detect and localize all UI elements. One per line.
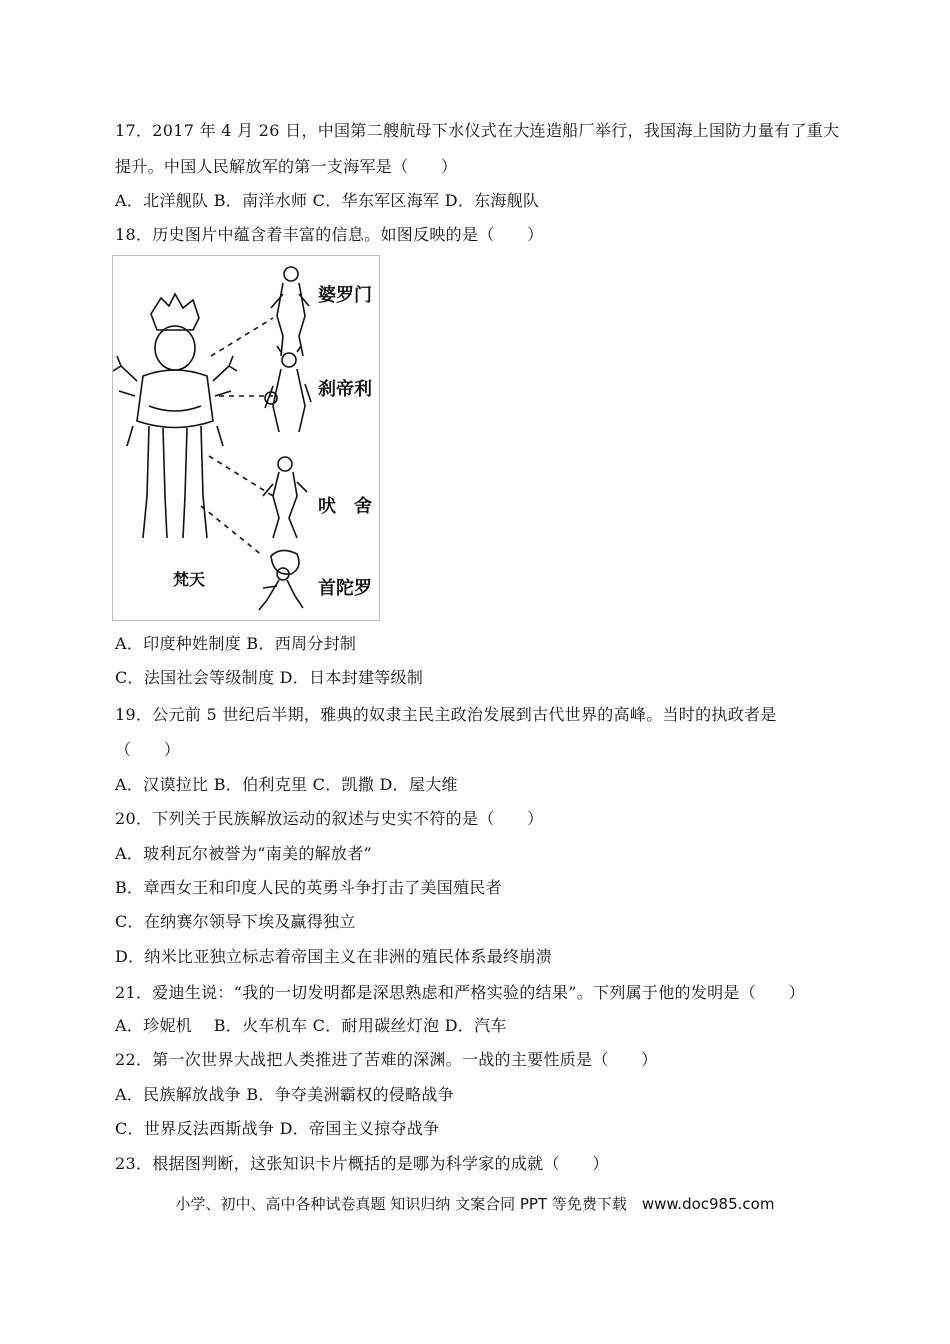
q21-stem: 21．爱迪生说：“我的一切发明都是深思熟虑和严格实验的结果”。下列属于他的发明是（ ） — [115, 983, 805, 1002]
caste-system-figure — [112, 255, 380, 621]
q17-stem-line1: 17．2017 年 4 月 26 日，中国第二艘航母下水仪式在大连造船厂举行，我国海上国防力量有了重大 — [115, 121, 840, 140]
q20-stem: 20．下列关于民族解放运动的叙述与史实不符的是（ ） — [115, 809, 544, 828]
q22-stem: 22．第一次世界大战把人类推进了苦难的深渊。一战的主要性质是（ ） — [115, 1050, 658, 1069]
q18-options-line2: C．法国社会等级制度 D．日本封建等级制 — [115, 668, 424, 687]
caste-label-shudra: 首陀罗 — [318, 578, 372, 599]
caste-label-kshatriya: 刹帝利 — [318, 379, 372, 400]
q18-stem: 18．历史图片中蕴含着丰富的信息。如图反映的是（ ） — [115, 225, 544, 244]
page-footer: 小学、初中、高中各种试卷真题 知识归纳 文案合同 PPT 等免费下载 www.doc985.com — [175, 1195, 775, 1213]
q19-options: A．汉谟拉比 B．伯利克里 C．凯撒 D．屋大维 — [115, 775, 458, 794]
q20-option-b: B．章西女王和印度人民的英勇斗争打击了美国殖民者 — [115, 878, 502, 897]
q22-options-line1: A．民族解放战争 B．争夺美洲霸权的侵略战争 — [115, 1085, 454, 1104]
q17-options: A．北洋舰队 B．南洋水师 C．华东军区海军 D．东海舰队 — [115, 191, 540, 210]
caste-illustration — [113, 256, 381, 622]
caste-label-vaishya: 吠 舍 — [318, 496, 372, 517]
q23-stem: 23．根据图判断，这张知识卡片概括的是哪为科学家的成就（ ） — [115, 1154, 609, 1173]
deity-label: 梵天 — [173, 570, 206, 589]
q20-option-c: C．在纳赛尔领导下埃及赢得独立 — [115, 912, 356, 931]
q19-stem-line2: （ ） — [115, 740, 181, 759]
q19-stem-line1: 19．公元前 5 世纪后半期，雅典的奴隶主民主政治发展到古代世界的高峰。当时的执政者是 — [115, 705, 777, 724]
q20-option-d: D．纳米比亚独立标志着帝国主义在非洲的殖民体系最终崩溃 — [115, 947, 552, 966]
q21-options: A．珍妮机 B．火车机车 C．耐用碳丝灯泡 D．汽车 — [115, 1016, 507, 1035]
q17-stem-line2: 提升。中国人民解放军的第一支海军是（ ） — [115, 157, 458, 176]
caste-label-brahmin: 婆罗门 — [318, 285, 372, 306]
q22-options-line2: C．世界反法西斯战争 D．帝国主义掠夺战争 — [115, 1119, 440, 1138]
q18-options-line1: A．印度种姓制度 B．西周分封制 — [115, 634, 357, 653]
q20-option-a: A．玻利瓦尔被誉为“南美的解放者” — [115, 844, 373, 863]
